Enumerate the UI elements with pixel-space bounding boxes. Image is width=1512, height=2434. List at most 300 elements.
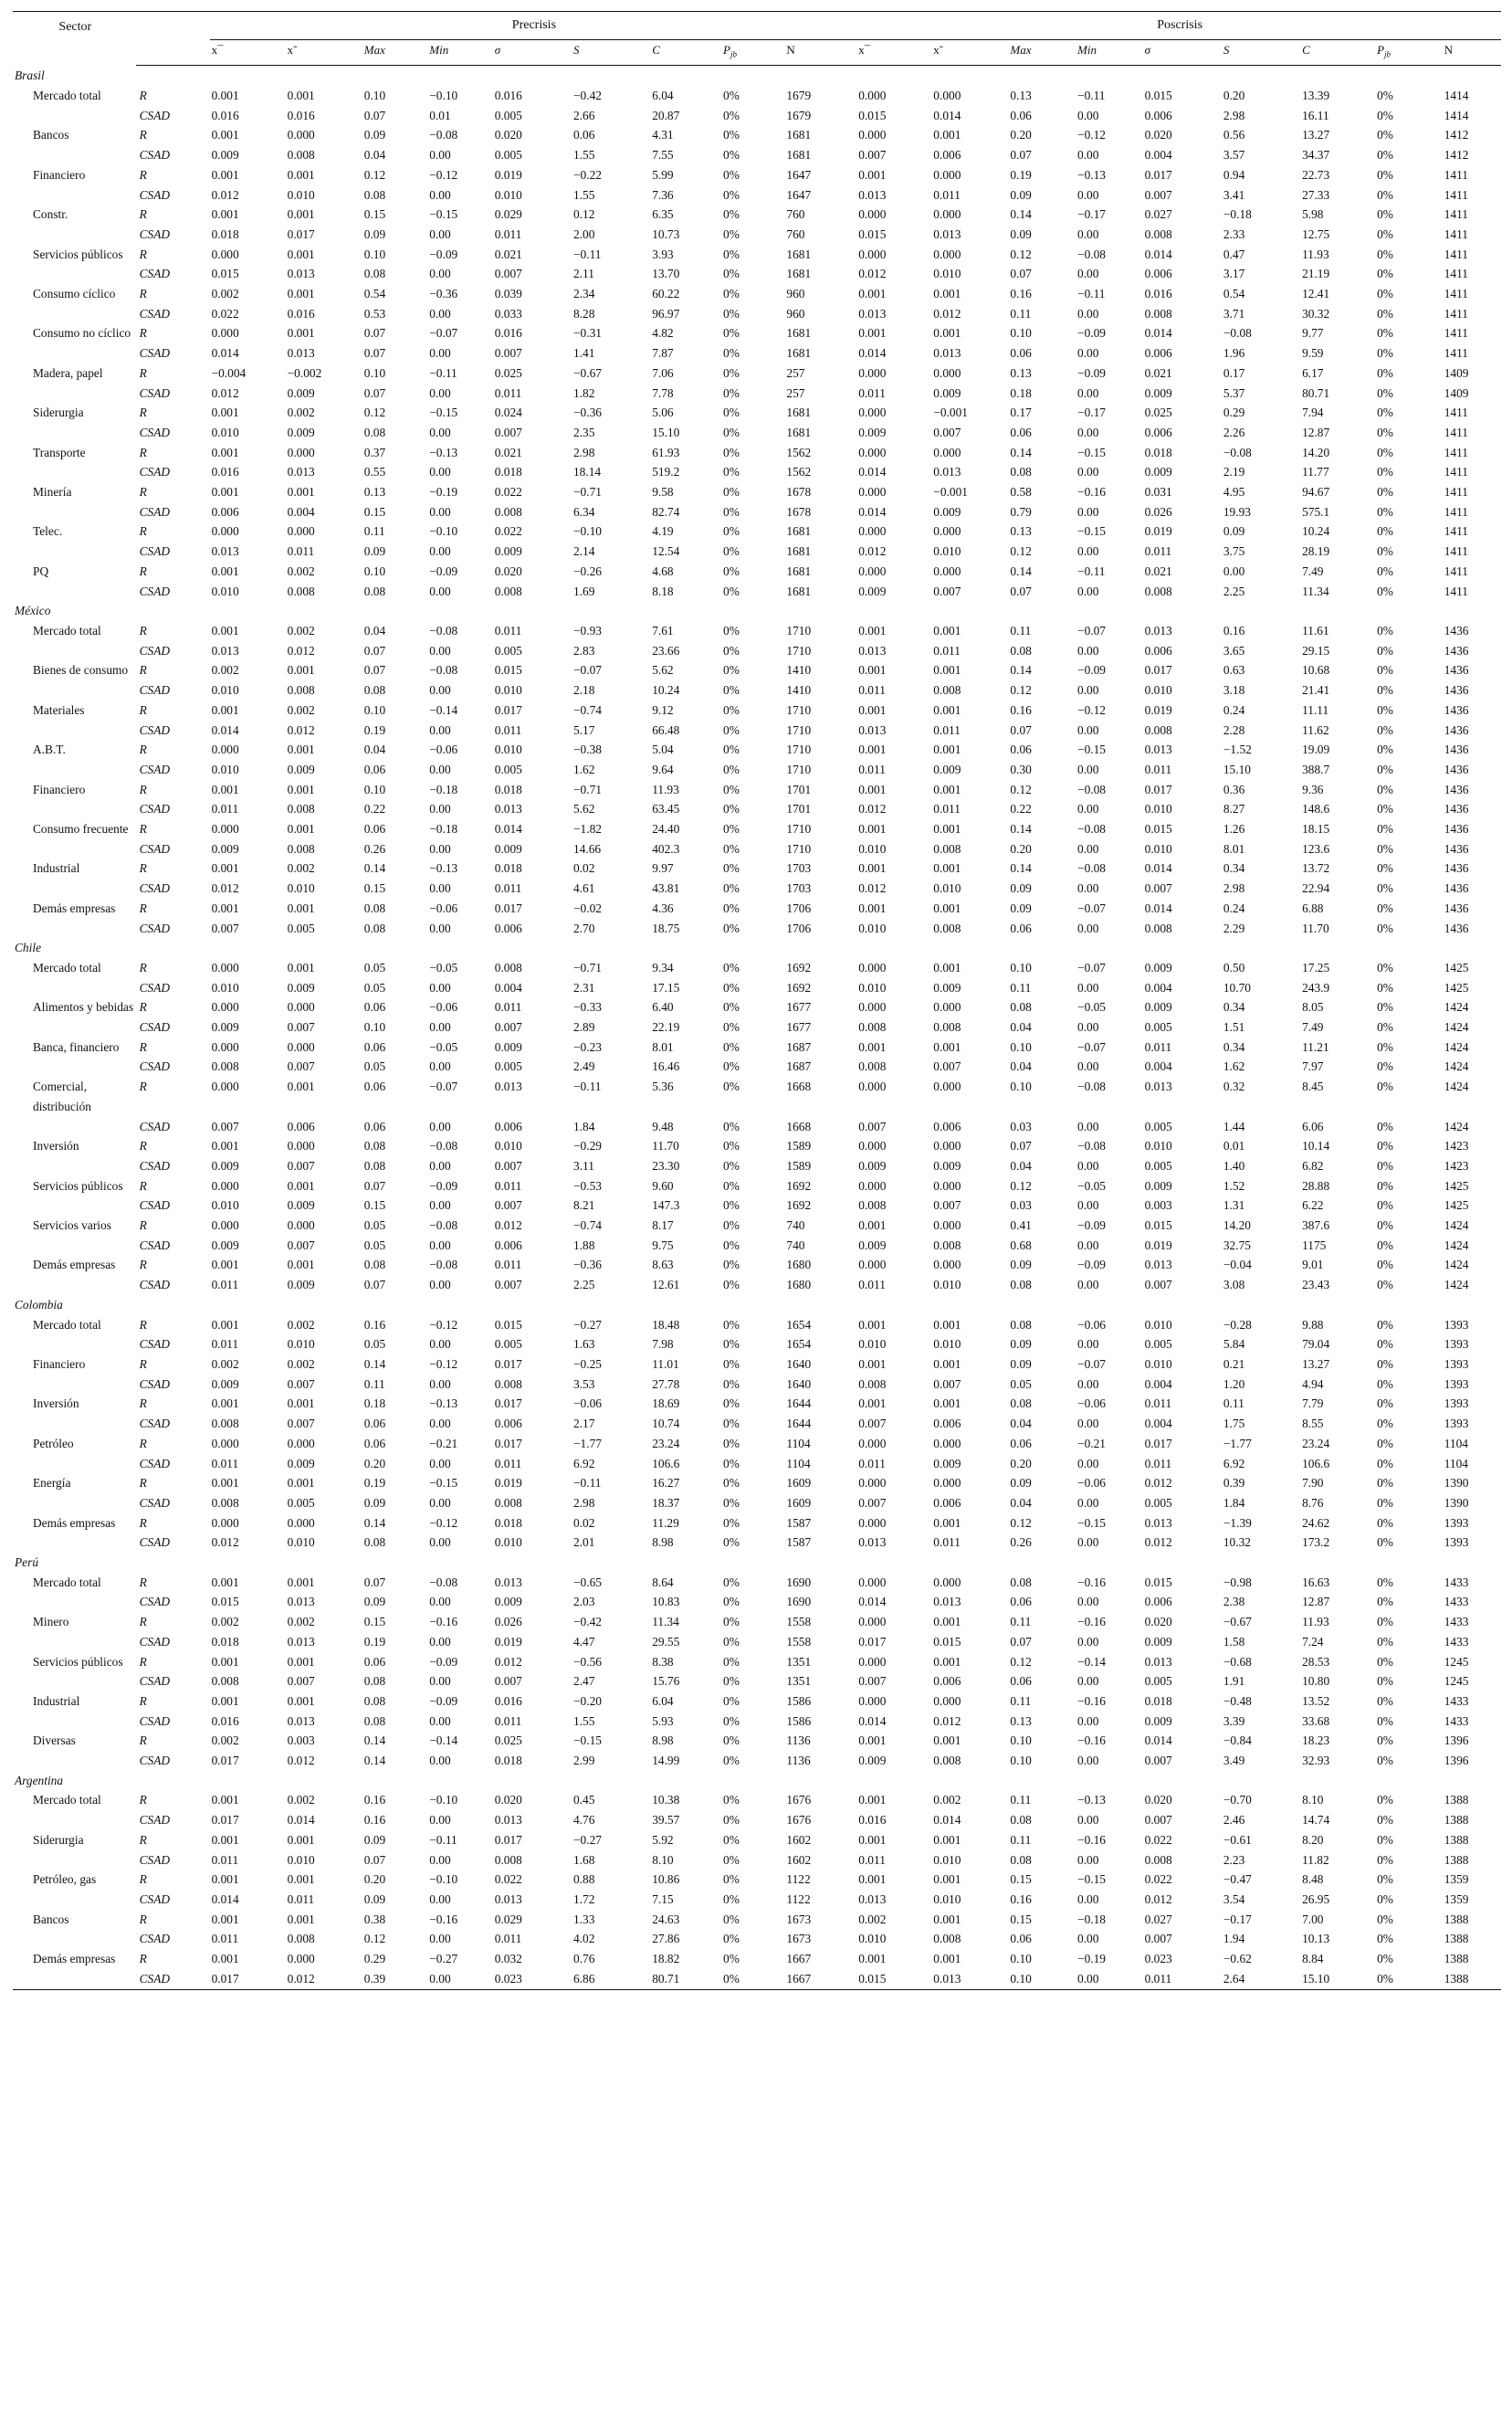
cell-value: 0.14: [363, 1754, 386, 1768]
cell-value: 0.39: [362, 1969, 428, 1989]
cell-value: 0.02: [572, 1515, 595, 1530]
cell-value: 0.023: [1144, 1952, 1172, 1966]
cell-value: 0.010: [858, 1932, 887, 1946]
cell-value: 0.009: [933, 980, 961, 995]
cell-value: 1609: [786, 1476, 812, 1491]
sector-name: Alimentos y bebidas: [33, 1000, 134, 1015]
cell-value: 1411: [1444, 544, 1468, 559]
cell-value: −0.06: [429, 901, 458, 915]
cell-value: −0.14: [429, 702, 458, 717]
table-row: [13, 482, 1501, 502]
cell-value: 0.011: [858, 385, 886, 400]
cell-value: 0.00: [1077, 1059, 1099, 1074]
sector-name-empty: [13, 462, 136, 482]
cell-value: 0.000: [211, 247, 239, 261]
cell-value: 7.90: [1302, 1476, 1324, 1491]
cell-value: 0.13: [1010, 365, 1032, 380]
cell-value: 7.24: [1302, 1634, 1324, 1649]
cell-value: 1409: [1444, 385, 1469, 400]
cell-value: 0%: [1377, 743, 1393, 757]
cell-value: 0.00: [1077, 1020, 1099, 1035]
cell-value: 3.18: [1223, 683, 1245, 698]
cell-value: 8.10: [652, 1852, 674, 1867]
cell-value: 0.013: [287, 346, 315, 361]
cell-value: 0.06: [363, 1000, 386, 1015]
cell-value: 1393: [1444, 1376, 1469, 1391]
cell-value: 0.000: [858, 1693, 887, 1708]
cell-value: 0.00: [1076, 1969, 1143, 1989]
cell-value: 2.19: [1223, 465, 1245, 479]
cell-value: 0%: [1377, 722, 1393, 737]
cell-value: 0.007: [494, 1020, 522, 1035]
statistic-label: R: [139, 861, 147, 876]
sector-name-empty: [13, 304, 136, 324]
cell-value: −0.06: [572, 1396, 602, 1411]
cell-value: 0.001: [933, 1515, 961, 1530]
cell-value: 0.00: [429, 1020, 451, 1035]
cell-value: 0.007: [287, 1674, 315, 1689]
cell-value: −0.08: [1077, 1080, 1107, 1094]
cell-value: 2.35: [572, 425, 595, 439]
sector-name-empty: [13, 978, 136, 998]
sector-name: Bancos: [33, 128, 69, 142]
cell-value: 0.001: [858, 663, 887, 678]
cell-value: 0.001: [211, 485, 239, 500]
sector-name: Siderurgia: [33, 406, 84, 420]
cell-value: 2.64: [1222, 1969, 1300, 1989]
cell-value: 0%: [1377, 406, 1393, 420]
table-row: [13, 958, 1501, 978]
cell-value: 0.008: [211, 1059, 239, 1074]
cell-value: 0%: [1377, 1912, 1393, 1926]
cell-value: 0.007: [933, 1198, 961, 1213]
statistic-label: CSAD: [139, 584, 171, 598]
statistic-label: CSAD: [139, 1932, 171, 1946]
cell-value: 79.04: [1302, 1337, 1330, 1352]
cell-value: 0.56: [1223, 128, 1245, 142]
cell-value: 0.016: [211, 465, 239, 479]
cell-value: 0.007: [211, 1119, 239, 1133]
cell-value: 1644: [786, 1396, 812, 1411]
cell-value: 1388: [1443, 1969, 1501, 1989]
cell-value: 1.40: [1223, 1158, 1245, 1173]
table-row: [13, 542, 1501, 562]
cell-value: −0.10: [429, 1872, 458, 1887]
cell-value: 1558: [786, 1634, 812, 1649]
cell-value: 33.68: [1302, 1713, 1330, 1728]
cell-value: 1425: [1444, 1178, 1469, 1193]
cell-value: 0.010: [287, 1852, 315, 1867]
cell-value: 8.64: [652, 1575, 674, 1589]
cell-value: 0.013: [931, 1969, 1008, 1989]
sector-name-empty: [13, 185, 136, 205]
country-name: Chile: [15, 941, 42, 955]
cell-value: 5.92: [652, 1832, 674, 1847]
cell-value: 24.63: [652, 1912, 680, 1926]
cell-value: 7.79: [1302, 1396, 1324, 1411]
cell-value: 1562: [786, 445, 812, 459]
cell-value: 0.008: [287, 1932, 315, 1946]
cell-value: 0.012: [858, 544, 887, 559]
cell-value: 0%: [723, 1713, 740, 1728]
cell-value: 7.06: [652, 365, 674, 380]
cell-value: 0.06: [363, 762, 386, 776]
cell-value: 575.1: [1302, 504, 1330, 519]
cell-value: −0.27: [572, 1317, 602, 1332]
cell-value: 1433: [1444, 1693, 1469, 1708]
cell-value: 0.12: [1010, 782, 1032, 796]
cell-value: 1680: [786, 1278, 812, 1292]
table-row: [13, 1176, 1501, 1196]
cell-value: 0%: [723, 663, 740, 678]
cell-value: −0.65: [572, 1575, 602, 1589]
cell-value: 0.001: [287, 167, 315, 182]
cell-value: 0.011: [494, 722, 522, 737]
cell-value: 0.004: [1144, 148, 1172, 163]
cell-value: 1710: [786, 702, 812, 717]
cell-value: 0.006: [933, 1674, 961, 1689]
statistic-label: CSAD: [139, 841, 171, 856]
cell-value: 7.49: [1302, 1020, 1324, 1035]
cell-value: 10.70: [1223, 980, 1251, 995]
cell-value: 30.32: [1302, 306, 1330, 321]
cell-value: 0%: [1377, 762, 1393, 776]
column-header: Max: [362, 40, 428, 66]
statistic-label: R: [139, 485, 147, 500]
column-header: N: [1443, 40, 1501, 66]
cell-value: 15.10: [1300, 1969, 1375, 1989]
cell-value: −0.25: [572, 1357, 602, 1371]
cell-value: 0.11: [1010, 1793, 1032, 1807]
cell-value: 0.009: [211, 1238, 239, 1252]
cell-value: 0.00: [429, 1891, 451, 1906]
cell-value: 1411: [1444, 187, 1468, 202]
cell-value: 0.012: [287, 643, 315, 658]
cell-value: 0.08: [1010, 465, 1032, 479]
cell-value: 0.00: [1077, 1456, 1099, 1470]
cell-value: 0.011: [494, 881, 522, 896]
cell-value: 0.04: [1010, 1020, 1032, 1035]
cell-value: 1436: [1444, 841, 1469, 856]
cell-value: 0.013: [494, 1080, 522, 1094]
cell-value: 1.41: [572, 346, 595, 361]
cell-value: −0.11: [572, 1476, 602, 1491]
cell-value: 0%: [1377, 485, 1393, 500]
cell-value: 1681: [786, 128, 812, 142]
cell-value: −0.07: [429, 1080, 458, 1094]
cell-value: 1388: [1444, 1832, 1469, 1847]
cell-value: 0.025: [1144, 406, 1172, 420]
cell-value: 0.000: [287, 1139, 315, 1154]
statistic-label: R: [139, 1952, 147, 1966]
cell-value: 0.10: [363, 1020, 386, 1035]
table-row: [13, 1652, 1501, 1672]
cell-value: 0.009: [1144, 385, 1172, 400]
cell-value: 0%: [1377, 1754, 1393, 1768]
cell-value: −0.05: [429, 1039, 458, 1054]
cell-value: 0.00: [1077, 722, 1099, 737]
cell-value: 0.10: [1010, 1080, 1032, 1094]
cell-value: 0.009: [933, 504, 961, 519]
cell-value: 0.025: [494, 365, 522, 380]
cell-value: 0.000: [211, 1436, 239, 1450]
cell-value: 0.007: [494, 1198, 522, 1213]
cell-value: 0.000: [933, 1178, 961, 1193]
cell-value: 1692: [786, 960, 812, 975]
cell-value: 0.010: [287, 187, 315, 202]
cell-value: 1411: [1444, 584, 1468, 598]
cell-value: 0.016: [494, 326, 522, 341]
cell-value: 0.022: [1144, 1872, 1172, 1887]
table-row: [13, 879, 1501, 899]
cell-value: 1.72: [572, 1891, 595, 1906]
cell-value: 243.9: [1302, 980, 1330, 995]
cell-value: 0.000: [933, 564, 961, 578]
cell-value: 1681: [786, 544, 812, 559]
cell-value: 0.10: [363, 365, 386, 380]
cell-value: −0.18: [1223, 207, 1252, 222]
cell-value: 0%: [723, 1733, 740, 1748]
cell-value: 0.001: [858, 1317, 887, 1332]
cell-value: 2.34: [572, 287, 595, 301]
cell-value: 0.00: [1077, 1932, 1099, 1946]
sector-name-empty: [13, 1969, 136, 1989]
cell-value: 257: [786, 365, 805, 380]
table-row: [13, 1573, 1501, 1593]
cell-value: 0%: [1377, 1932, 1393, 1946]
cell-value: 0.34: [1223, 1039, 1245, 1054]
sector-name-empty: [13, 839, 136, 859]
cell-value: 0.011: [858, 683, 886, 698]
cell-value: 0.017: [494, 1832, 522, 1847]
cell-value: 11.21: [1302, 1039, 1329, 1054]
cell-value: 0.009: [287, 1456, 315, 1470]
cell-value: 0%: [723, 683, 740, 698]
cell-value: 0.015: [1144, 822, 1172, 837]
cell-value: 0.011: [1144, 1396, 1172, 1411]
table-row: [13, 859, 1501, 879]
cell-value: 0.14: [363, 861, 386, 876]
cell-value: 0.06: [363, 1080, 386, 1094]
statistic-label: CSAD: [139, 1119, 171, 1133]
cell-value: 9.12: [652, 702, 674, 717]
cell-value: 0.002: [287, 623, 315, 637]
cell-value: 1.31: [1223, 1198, 1245, 1213]
sector-name: Bancos: [33, 1912, 69, 1926]
cell-value: 0.06: [363, 822, 386, 837]
cell-value: −0.11: [572, 1080, 602, 1094]
sector-name-empty: [13, 1712, 136, 1732]
cell-value: 1396: [1444, 1754, 1469, 1768]
cell-value: 0.008: [287, 841, 315, 856]
cell-value: 0.009: [287, 1198, 315, 1213]
cell-value: 1411: [1444, 524, 1468, 539]
cell-value: 13.70: [652, 267, 680, 281]
cell-value: 1414: [1444, 108, 1469, 122]
cell-value: 0.009: [1144, 1634, 1172, 1649]
table-row: [13, 562, 1501, 582]
cell-value: 0.00: [429, 1813, 451, 1828]
cell-value: 0.008: [287, 802, 315, 817]
cell-value: 2.31: [572, 980, 595, 995]
cell-value: 1388: [1444, 1793, 1469, 1807]
cell-value: 0.008: [1144, 584, 1172, 598]
cell-value: 0.17: [1010, 406, 1032, 420]
cell-value: 0.20: [1223, 89, 1245, 102]
cell-value: 0%: [723, 524, 740, 539]
table-row: [13, 1057, 1501, 1077]
cell-value: 0.007: [287, 1376, 315, 1391]
cell-value: 2.70: [572, 921, 595, 935]
cell-value: 0.02: [572, 861, 595, 876]
cell-value: 0.11: [1010, 1615, 1032, 1629]
cell-value: 9.01: [1302, 1258, 1324, 1272]
cell-value: 13.27: [1302, 128, 1330, 142]
cell-value: 0.08: [363, 921, 386, 935]
cell-value: 0%: [1377, 1733, 1393, 1748]
cell-value: 0.19: [1010, 167, 1032, 182]
cell-value: 80.71: [650, 1969, 721, 1989]
cell-value: 0.00: [429, 643, 451, 658]
cell-value: 6.82: [1302, 1158, 1324, 1173]
cell-value: −0.09: [429, 247, 458, 261]
cell-value: 0.008: [1144, 227, 1172, 241]
cell-value: 0.013: [1144, 1258, 1172, 1272]
cell-value: 23.66: [652, 643, 680, 658]
cell-value: 0.000: [858, 128, 887, 142]
cell-value: 0.026: [1144, 504, 1172, 519]
cell-value: 1701: [786, 802, 812, 817]
cell-value: 0.11: [1223, 1396, 1244, 1411]
cell-value: 0.07: [363, 346, 386, 361]
cell-value: 0%: [723, 267, 740, 281]
cell-value: 0.001: [287, 1872, 315, 1887]
cell-value: 0%: [723, 1119, 740, 1133]
cell-value: 0.001: [211, 861, 239, 876]
cell-value: 0.04: [1010, 1495, 1032, 1510]
cell-value: 0.011: [494, 1713, 522, 1728]
cell-value: 2.14: [572, 544, 595, 559]
cell-value: 0.001: [933, 287, 961, 301]
cell-value: −0.11: [572, 247, 602, 261]
cell-value: 1602: [786, 1852, 812, 1867]
cell-value: 0%: [723, 1317, 740, 1332]
cell-value: 0.41: [1010, 1218, 1032, 1233]
cell-value: 0.015: [211, 267, 239, 281]
cell-value: 0.009: [287, 425, 315, 439]
cell-value: 0.00: [429, 187, 451, 202]
cell-value: 1.84: [572, 1119, 595, 1133]
statistic-label: CSAD: [139, 267, 171, 281]
cell-value: 0.009: [1144, 1713, 1172, 1728]
cell-value: 0.000: [211, 326, 239, 341]
cell-value: 0.013: [858, 1891, 887, 1906]
cell-value: −0.08: [1077, 782, 1107, 796]
cell-value: 0.013: [494, 802, 522, 817]
cell-value: 2.98: [1223, 881, 1245, 896]
cell-value: 0.018: [211, 227, 239, 241]
cell-value: 5.62: [572, 802, 595, 817]
cell-value: 0.16: [1010, 702, 1032, 717]
statistic-label: R: [139, 663, 147, 678]
table-row: [13, 1334, 1501, 1354]
cell-value: 1692: [786, 980, 812, 995]
cell-value: 0.009: [858, 425, 887, 439]
cell-value: 0%: [723, 1238, 740, 1252]
cell-value: 0.012: [1144, 1476, 1172, 1491]
cell-value: 0%: [1377, 1258, 1393, 1272]
cell-value: 1436: [1444, 822, 1469, 837]
table-row: [13, 1632, 1501, 1652]
cell-value: 0.006: [1144, 267, 1172, 281]
cell-value: 0%: [723, 1039, 740, 1054]
cell-value: 0.015: [494, 663, 522, 678]
cell-value: 0.001: [211, 782, 239, 796]
cell-value: 0.00: [429, 921, 451, 935]
cell-value: 0.08: [363, 1258, 386, 1272]
cell-value: 1424: [1444, 1039, 1469, 1054]
cell-value: −0.13: [429, 861, 458, 876]
cell-value: 0%: [1377, 1436, 1393, 1450]
cell-value: 0.010: [1144, 1139, 1172, 1154]
cell-value: 0%: [723, 802, 740, 817]
cell-value: 0.001: [287, 1080, 315, 1094]
sector-name: Petróleo: [33, 1436, 74, 1450]
cell-value: 0.005: [1144, 1119, 1172, 1133]
cell-value: 0%: [723, 207, 740, 222]
cell-value: 0.014: [1144, 247, 1172, 261]
cell-value: 0%: [723, 1020, 740, 1035]
cell-value: −0.16: [429, 1615, 458, 1629]
cell-value: 1586: [786, 1693, 812, 1708]
cell-value: −0.16: [1077, 1733, 1107, 1748]
cell-value: 0.07: [363, 326, 386, 341]
cell-value: 0.001: [933, 960, 961, 975]
cell-value: 0.000: [287, 445, 315, 459]
cell-value: −1.77: [1223, 1436, 1252, 1450]
cell-value: 0%: [723, 326, 740, 341]
cell-value: 0.00: [1077, 544, 1099, 559]
cell-value: 0.00: [429, 1754, 451, 1768]
cell-value: 1589: [786, 1158, 812, 1173]
cell-value: 2.38: [1223, 1595, 1245, 1609]
column-header: Min: [1076, 40, 1143, 66]
cell-value: −0.21: [429, 1436, 458, 1450]
cell-value: 0.10: [363, 782, 386, 796]
table-row: [13, 1414, 1501, 1434]
cell-value: 0%: [1377, 1198, 1393, 1213]
cell-value: 0.000: [933, 1139, 961, 1154]
cell-value: 0%: [723, 1059, 740, 1074]
cell-value: 1424: [1444, 1059, 1469, 1074]
cell-value: 4.68: [652, 564, 674, 578]
cell-value: 1676: [786, 1813, 812, 1828]
cell-value: 0.018: [494, 465, 522, 479]
column-header-row: [13, 40, 1501, 66]
cell-value: 0.011: [211, 802, 239, 817]
cell-value: 0.00: [1077, 1813, 1099, 1828]
table-row: [13, 721, 1501, 741]
cell-value: 0.00: [429, 980, 451, 995]
table-row: [13, 1375, 1501, 1395]
cell-value: 0.011: [287, 1891, 315, 1906]
cell-value: 0.019: [1144, 702, 1172, 717]
cell-value: 11.93: [652, 782, 679, 796]
cell-value: 0.14: [363, 1733, 386, 1748]
cell-value: 0.00: [1077, 1535, 1099, 1550]
cell-value: 0.025: [494, 1733, 522, 1748]
sector-name: Demás empresas: [33, 1515, 116, 1530]
